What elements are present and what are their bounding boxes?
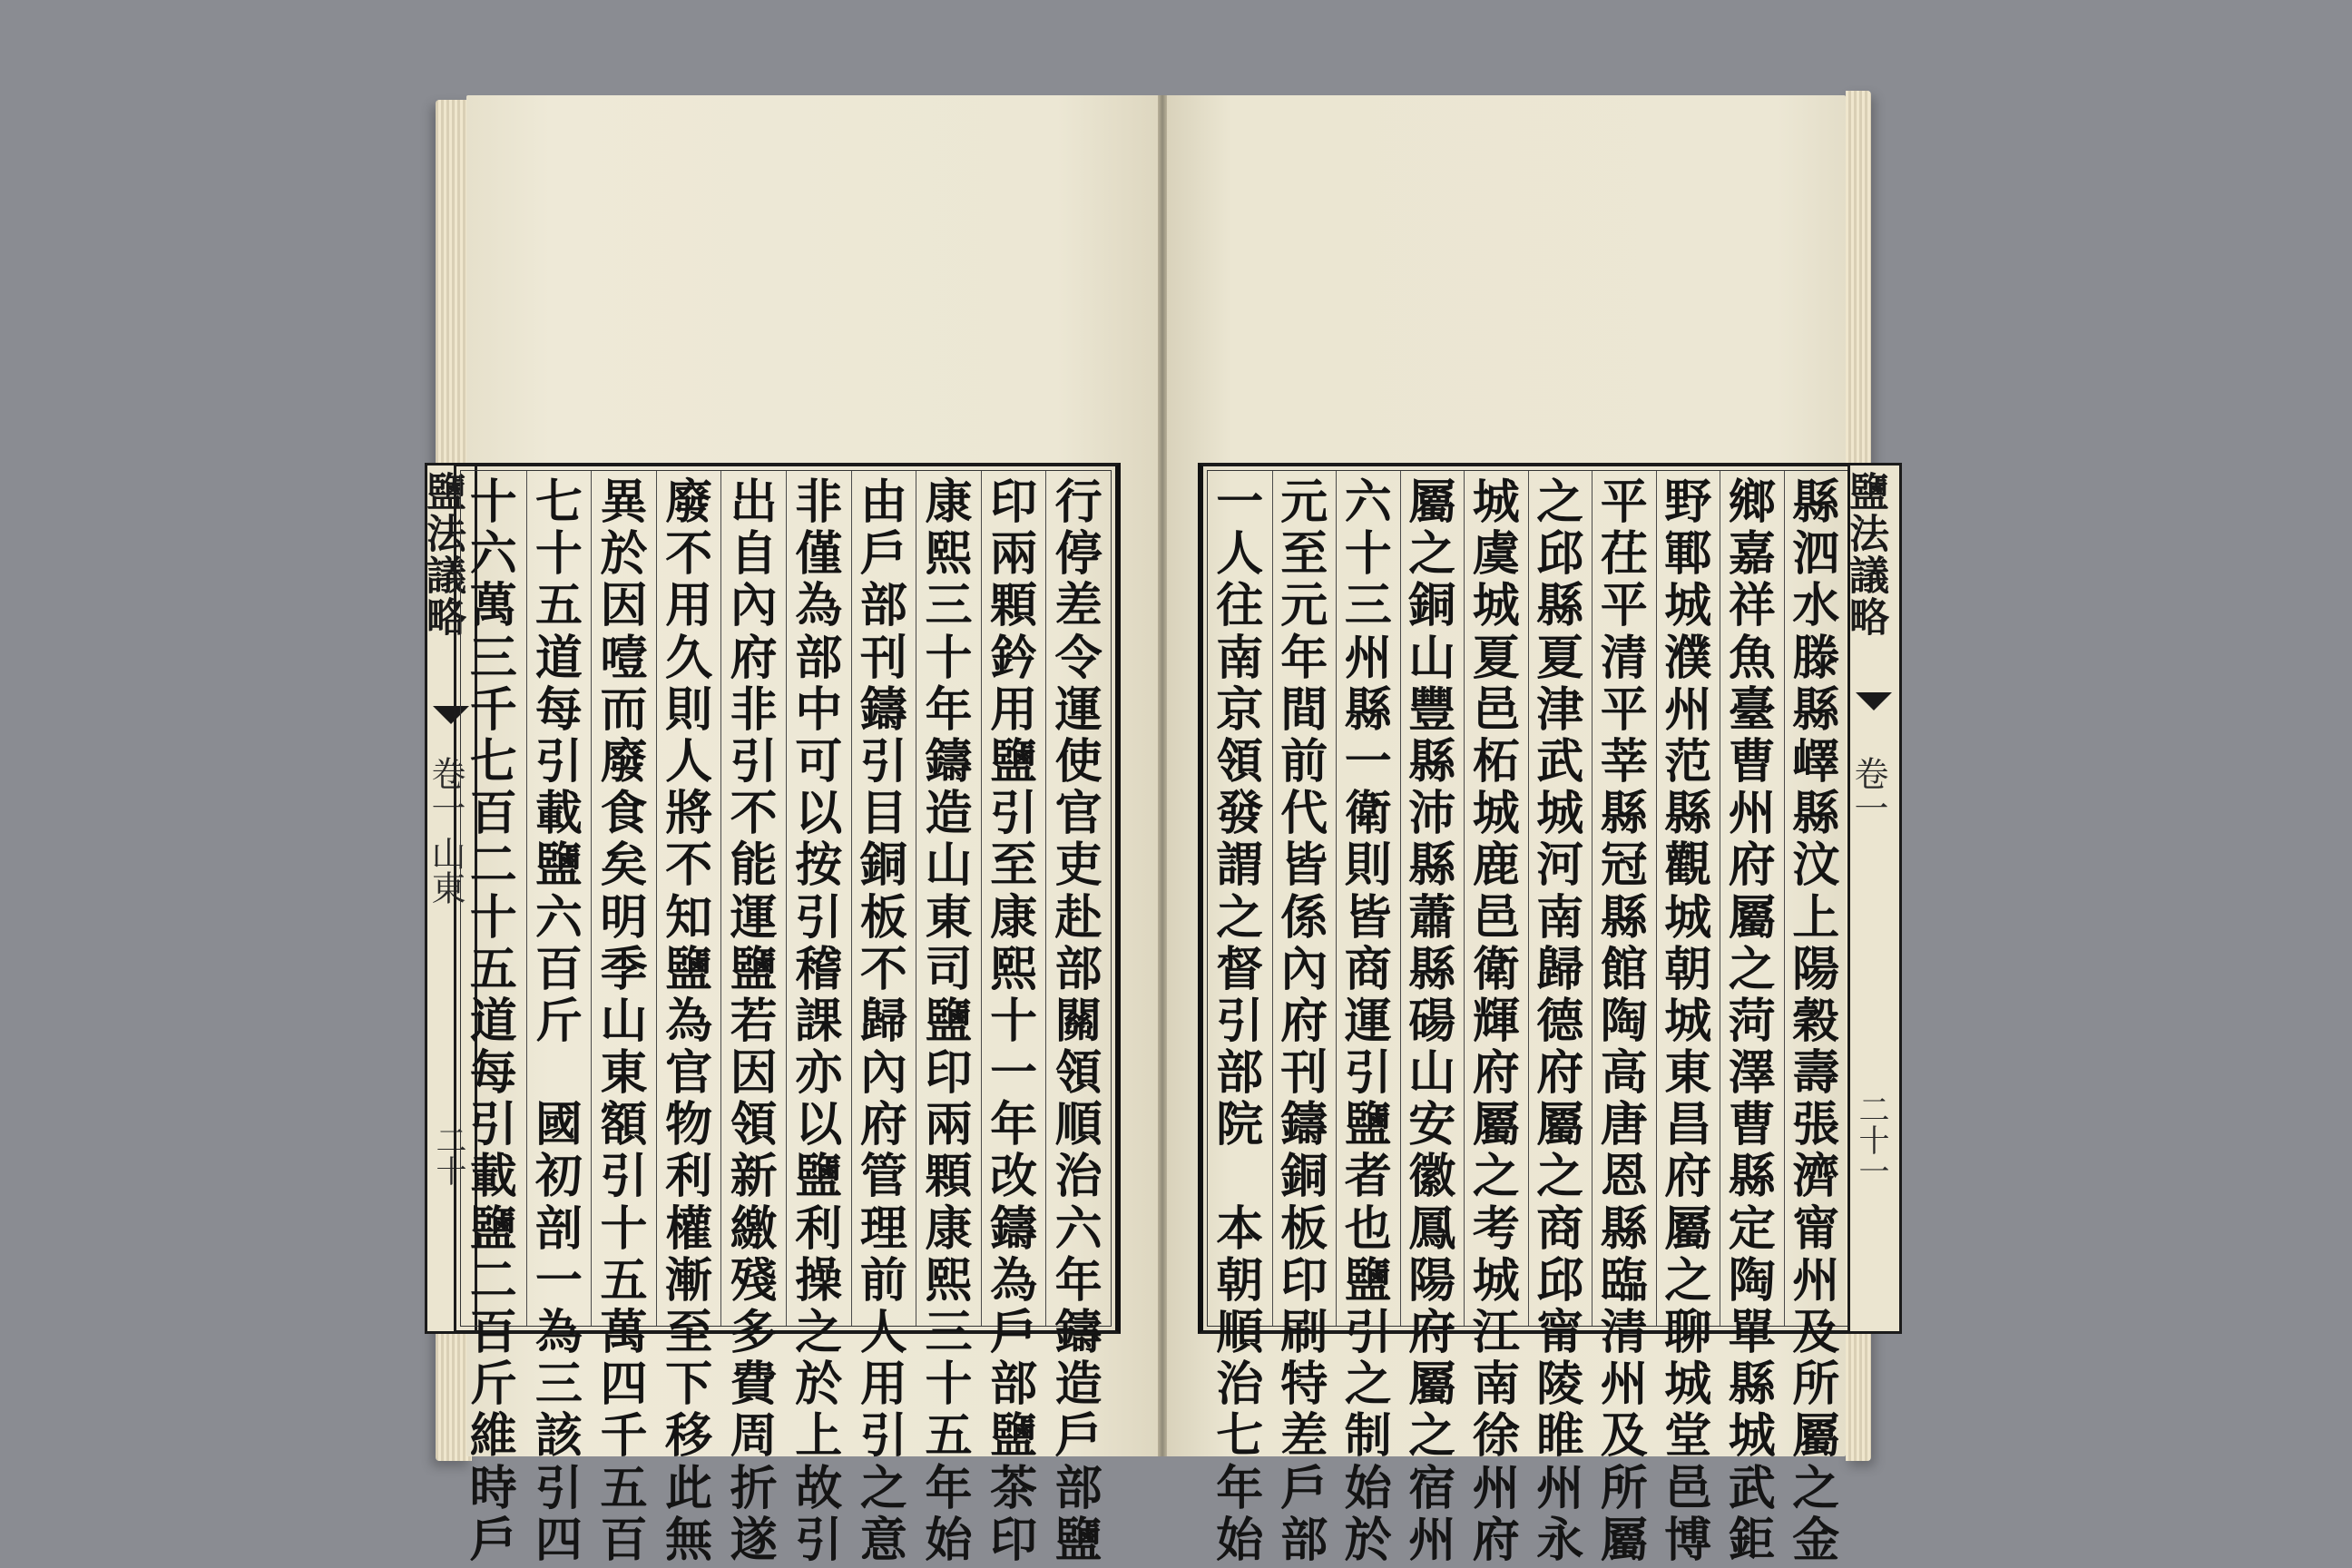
text-column: 十 六 萬 三 千 七 百 二 十 五 道 每 引 載 鹽 二 百 斤 維 時 戶 — [469, 475, 517, 1568]
text-column: 鄉 嘉 祥 魚 臺 曹 州 府 屬 之 菏 澤 曹 縣 定 陶 單 縣 城 武 鉅 — [1720, 471, 1784, 1326]
text-column: 出 自 內 府 非 引 不 能 運 鹽 若 因 領 新 繳 殘 多 費 周 折 遂 — [720, 471, 786, 1326]
text-column: 之 邱 縣 夏 津 武 城 河 南 歸 德 府 屬 之 商 邱 甯 陵 睢 州 永 — [1528, 471, 1592, 1326]
text-column: 印 兩 顆 鈐 用 鹽 引 至 康 熙 十 一 年 改 鑄 為 戶 部 鹽 茶 印 — [981, 471, 1046, 1326]
text-column: 由 戶 部 刊 鑄 引 目 銅 板 不 歸 內 府 管 理 前 人 用 引 之 意 — [851, 471, 916, 1326]
text-column: 廢 不 用 久 則 人 將 不 知 鹽 為 官 物 利 權 漸 至 下 移 此 無 — [656, 471, 721, 1326]
text-column: 六 十 三 州 縣 一 衛 則 皆 商 運 引 鹽 者 也 鹽 引 之 制 始 於 — [1336, 471, 1400, 1326]
text-column: 縣 泗 水 滕 縣 嶧 縣 汶 上 陽 穀 壽 張 濟 甯 州 及 所 屬 之 金 — [1784, 471, 1848, 1326]
right-banner-page-number: 二十一 — [1853, 1093, 1889, 1186]
right-text-frame — [1198, 463, 1856, 1568]
text-column: 野 鄆 城 濮 州 范 縣 觀 城 朝 城 東 昌 府 屬 之 聊 城 堂 邑 博 — [1656, 471, 1720, 1326]
right-banner-title: 鹽法議略 — [1842, 471, 1888, 638]
text-column: 元 至 元 年 間 前 代 皆 係 內 府 刊 鑄 銅 板 印 刷 特 差 戶 部 — [1272, 471, 1337, 1326]
right-column-grid — [1207, 470, 1848, 1568]
left-banner-title: 鹽法議略 — [419, 471, 466, 638]
right-banner — [1842, 463, 1902, 1334]
left-column-grid — [460, 470, 1112, 1568]
right-banner-volume: 卷一 — [1848, 756, 1888, 825]
text-column: 城 虞 城 夏 邑 柘 城 鹿 邑 衛 輝 府 屬 之 考 城 江 南 徐 州 府 — [1464, 471, 1528, 1326]
text-column: 康 熙 三 十 年 鑄 造 山 東 司 鹽 印 兩 顆 康 熙 三 十 五 年 始 — [916, 471, 981, 1326]
text-column: 七 十 五 道 每 引 載 鹽 六 百 斤 國 初 剖 一 為 三 該 引 四 — [526, 471, 592, 1326]
text-column: 非 僅 為 部 中 可 以 按 引 稽 課 亦 以 鹽 利 操 之 於 上 故 引 — [786, 471, 851, 1326]
book-gutter — [1158, 95, 1167, 1456]
left-text-frame — [454, 463, 1121, 1568]
text-column: 平 茌 平 清 平 莘 縣 冠 縣 館 陶 高 唐 恩 縣 臨 清 州 及 所 屬 — [1592, 471, 1656, 1326]
text-column: 行 停 差 令 運 使 官 吏 赴 部 關 領 順 治 六 年 鑄 造 戶 部 鹽 — [1045, 471, 1111, 1326]
fish-tail-mark — [1856, 692, 1892, 710]
left-banner-page-number: 二十 — [430, 1124, 466, 1186]
text-column: 一 人 往 南 京 領 發 謂 之 督 引 部 院 本 朝 順 治 七 年 始 — [1216, 475, 1264, 1568]
text-column: 屬 之 銅 山 豐 縣 沛 縣 蕭 縣 碭 山 安 徽 鳳 陽 府 屬 之 宿 州 — [1400, 471, 1465, 1326]
open-book — [419, 91, 1889, 1568]
left-banner-volume: 卷一 山東 — [426, 756, 466, 906]
text-column: 異 於 因 噎 而 廢 食 矣 明 季 山 東 額 引 十 五 萬 四 千 五 百 — [591, 471, 656, 1326]
